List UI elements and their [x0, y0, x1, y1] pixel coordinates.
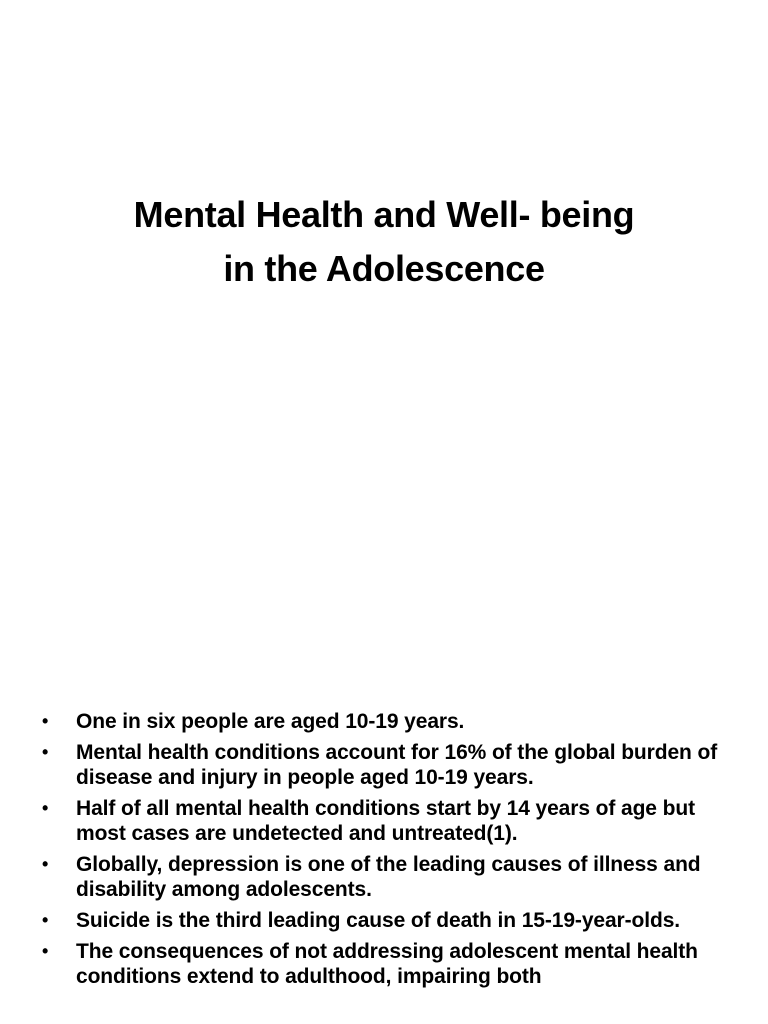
- bullet-icon: •: [42, 941, 49, 961]
- slide-title: [0, 188, 768, 296]
- title-line-2: in the Adolescence: [223, 248, 545, 289]
- bullet-icon: •: [42, 798, 49, 818]
- title-line-1: Mental Health and Well- being: [133, 194, 635, 235]
- bullet-icon: •: [42, 910, 49, 930]
- bullet-item: [42, 939, 732, 989]
- bullet-item: [42, 709, 732, 734]
- bullet-icon: •: [42, 854, 49, 874]
- bullet-text: The consequences of not addressing adolescent mental health conditions extend to adulthood, impairing both: [76, 940, 698, 988]
- bullet-text: Mental health conditions account for 16% of the global burden of disease and injury in people aged 10-19 years.: [76, 741, 718, 789]
- bullet-item: [42, 908, 732, 933]
- bullet-text: Suicide is the third leading cause of death in 15-19-year-olds.: [76, 909, 681, 932]
- bullet-text: Half of all mental health conditions start by 14 years of age but most cases are undetected and untreated(1).: [76, 797, 695, 845]
- bullet-item: [42, 852, 732, 902]
- bullet-item: [42, 796, 732, 846]
- bullet-icon: •: [42, 742, 49, 762]
- bullet-icon: •: [42, 711, 49, 731]
- bullet-list: [42, 709, 732, 995]
- bullet-item: [42, 740, 732, 790]
- bullet-text: One in six people are aged 10-19 years.: [76, 710, 465, 733]
- bullet-text: Globally, depression is one of the leading causes of illness and disability among adolescents.: [76, 853, 701, 901]
